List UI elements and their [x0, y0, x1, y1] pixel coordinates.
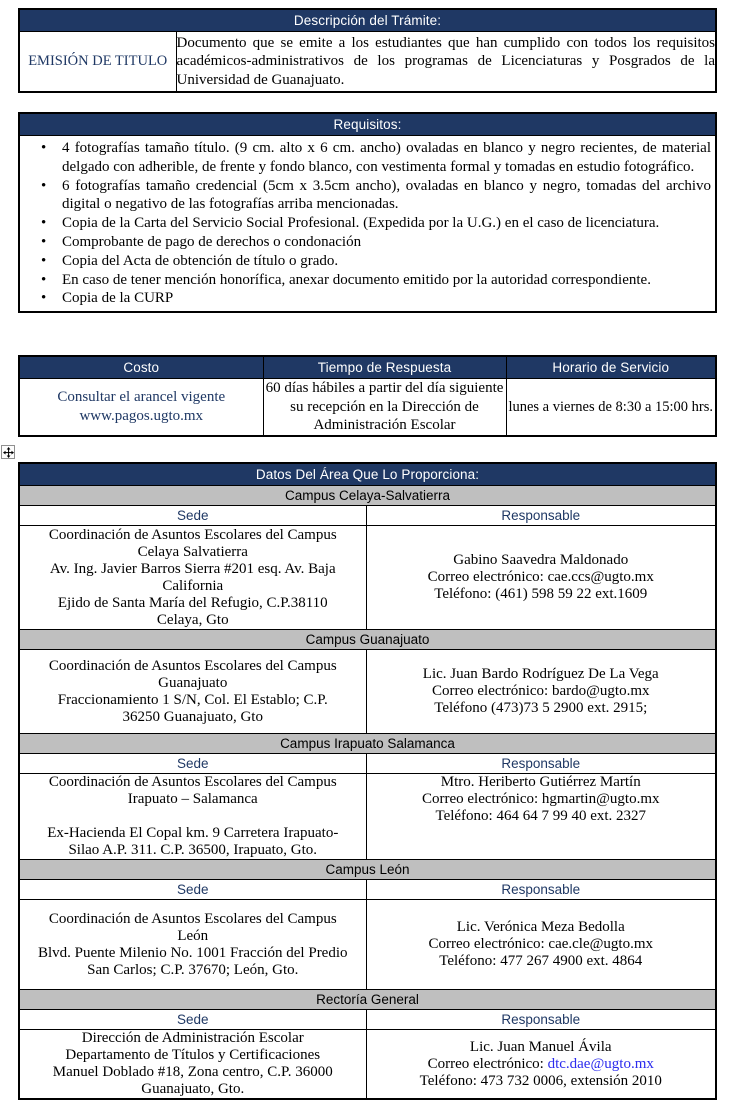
- costo-value-line: Consultar el arancel vigente: [57, 389, 226, 406]
- requisito-item: • Comprobante de pago de derechos o condonación: [20, 233, 711, 252]
- costos-table: [18, 355, 717, 437]
- campus-guanajuato-band: Campus Guanajuato: [19, 630, 716, 650]
- sede-line: Blvd. Puente Milenio No. 1001 Fracción del Predio: [37, 944, 348, 961]
- responsable-line: Mtro. Heriberto Gutiérrez Martín: [440, 774, 641, 790]
- move-arrows-icon: [3, 447, 14, 458]
- email-link[interactable]: dtc.dae@ugto.mx: [547, 1055, 654, 1072]
- sede-line: Guanajuato, Gto.: [141, 1081, 245, 1097]
- sede-line: Coordinación de Asuntos Escolares del Campus: [48, 910, 337, 927]
- sede-line: Silao A.P. 311. C.P. 36500, Irapuato, Gto.: [68, 842, 318, 858]
- responsable-line: Teléfono: 464 64 7 99 40 ext. 2327: [435, 808, 647, 824]
- celaya-sede-cell: [19, 526, 366, 630]
- rectoria-sede-cell: [19, 1030, 366, 1100]
- sede-line: Celaya Salvatierra: [137, 543, 248, 560]
- campus-leon-band: Campus León: [19, 860, 716, 880]
- costo-column-header: Costo: [19, 356, 263, 379]
- requisito-item: • 6 fotografías tamaño credencial (5cm x 3.5cm ancho), ovaladas en blanco y negro, tomadas del archivo digital o negativo de las fotografías arriba mencionadas.: [20, 177, 711, 215]
- sede-line: San Carlos; C.P. 37670; León, Gto.: [87, 961, 299, 978]
- requisito-item: • 4 fotografías tamaño título. (9 cm. alto x 6 cm. ancho) ovaladas en blanco y negro recientes, de material delgado con adherible, de frente y fondo blanco, con vestimenta formal y tomadas en estudio fotográfico.: [20, 139, 711, 177]
- sede-column-header: Sede: [19, 1010, 366, 1030]
- sede-line: Guanajuato: [158, 674, 228, 691]
- sede-line: Av. Ing. Javier Barros Sierra #201 esq. Av. Baja: [49, 560, 336, 577]
- irapuato-sede-cell: [19, 774, 366, 860]
- responsable-line: [367, 1056, 716, 1073]
- requisito-item: • En caso de tener mención honorífica, anexar documento emitido por la autoridad correspondiente.: [20, 271, 711, 290]
- responsable-line: Teléfono: 477 267 4900 ext. 4864: [439, 953, 643, 969]
- responsable-line: Correo electrónico: cae.cle@ugto.mx: [428, 936, 654, 952]
- sede-line: León: [177, 927, 209, 944]
- sede-line: Departamento de Títulos y Certificaciones: [65, 1047, 321, 1063]
- leon-responsable-cell: [366, 900, 716, 990]
- sede-line: 36250 Guanajuato, Gto: [122, 708, 263, 725]
- sede-line: Dirección de Administración Escolar: [81, 1030, 304, 1046]
- sede-line: Celaya, Gto: [156, 611, 229, 628]
- costo-value-cell: [19, 379, 263, 436]
- leon-sede-cell: [19, 900, 366, 990]
- responsable-line: Lic. Juan Manuel Ávila: [469, 1038, 612, 1055]
- guanajuato-responsable-cell: [366, 650, 716, 734]
- responsable-column-header: Responsable: [366, 754, 716, 774]
- requisitos-table: [18, 112, 717, 313]
- table-move-handle-icon[interactable]: [1, 445, 15, 459]
- sede-line: Coordinación de Asuntos Escolares del Campus: [48, 774, 337, 790]
- sede-column-header: Sede: [19, 880, 366, 900]
- sede-line: Ejido de Santa María del Refugio, C.P.38110: [57, 594, 328, 611]
- sede-line: Coordinación de Asuntos Escolares del Campus: [48, 526, 337, 543]
- datos-area-table: [18, 462, 717, 1100]
- responsable-line: Correo electrónico: hgmartin@ugto.mx: [421, 791, 660, 807]
- requisitos-header: Requisitos:: [19, 113, 716, 136]
- sede-line: Manuel Doblado #18, Zona centro, C.P. 36000: [52, 1064, 333, 1080]
- requisitos-list: [20, 136, 715, 311]
- requisito-item: • Copia del Acta de obtención de título o grado.: [20, 252, 711, 271]
- requisitos-body-cell: [19, 136, 716, 313]
- responsable-column-header: Responsable: [366, 1010, 716, 1030]
- sede-line: [20, 808, 366, 825]
- rectoria-general-band: Rectoría General: [19, 990, 716, 1010]
- tramite-header: Descripción del Trámite:: [19, 9, 716, 32]
- datos-area-header: Datos Del Área Que Lo Proporciona:: [19, 463, 716, 486]
- sede-line: Coordinación de Asuntos Escolares del Campus: [48, 657, 337, 674]
- sede-line: Irapuato – Salamanca: [127, 791, 258, 807]
- guanajuato-sede-cell: [19, 650, 366, 734]
- responsable-line: Lic. Verónica Meza Bedolla: [456, 919, 625, 935]
- horario-value-cell: lunes a viernes de 8:30 a 15:00 hrs.: [506, 379, 716, 436]
- campus-irapuato-band: Campus Irapuato Salamanca: [19, 734, 716, 754]
- horario-column-header: Horario de Servicio: [506, 356, 716, 379]
- sede-line: Fraccionamiento 1 S/N, Col. El Establo; C.P.: [57, 691, 328, 708]
- responsable-line: Lic. Juan Bardo Rodríguez De La Vega: [422, 666, 659, 682]
- requisito-item: • Copia de la Carta del Servicio Social Profesional. (Expedida por la U.G.) en el caso de licenciatura.: [20, 214, 711, 233]
- requisito-item: • Copia de la CURP: [20, 289, 711, 308]
- sede-column-header: Sede: [19, 506, 366, 526]
- responsable-column-header: Responsable: [366, 880, 716, 900]
- irapuato-responsable-cell: [366, 774, 716, 860]
- responsable-line: Correo electrónico: cae.ccs@ugto.mx: [427, 569, 654, 585]
- responsable-line: Teléfono (473)73 5 2900 ext. 2915;: [434, 700, 648, 716]
- sede-line: Ex-Hacienda El Copal km. 9 Carretera Irapuato-: [47, 825, 339, 841]
- email-label: Correo electrónico:: [427, 1055, 548, 1072]
- tramite-name: EMISIÓN DE TITULO: [19, 32, 176, 92]
- responsable-line: Gabino Saavedra Maldonado: [453, 552, 629, 568]
- pagos-url-text: www.pagos.ugto.mx: [79, 407, 204, 424]
- tiempo-value-cell: 60 días hábiles a partir del día siguiente su recepción en la Dirección de Administración Escolar: [263, 379, 506, 436]
- tramite-table: [18, 8, 717, 93]
- celaya-responsable-cell: [366, 526, 716, 630]
- tramite-description: Documento que se emite a los estudiantes que han cumplido con todos los requisitos académicos-administrativos de los programas de Licenciaturas y Posgrados de la Universidad de Guanajuato.: [176, 32, 716, 92]
- sede-line: California: [162, 577, 224, 594]
- tiempo-column-header: Tiempo de Respuesta: [263, 356, 506, 379]
- rectoria-responsable-cell: [366, 1030, 716, 1100]
- responsable-column-header: Responsable: [366, 506, 716, 526]
- sede-column-header: Sede: [19, 754, 366, 774]
- responsable-line: Teléfono: 473 732 0006, extensión 2010: [419, 1072, 662, 1089]
- campus-celaya-band: Campus Celaya-Salvatierra: [19, 486, 716, 506]
- responsable-line: Correo electrónico: bardo@ugto.mx: [432, 683, 650, 699]
- responsable-line: Teléfono: (461) 598 59 22 ext.1609: [434, 586, 648, 602]
